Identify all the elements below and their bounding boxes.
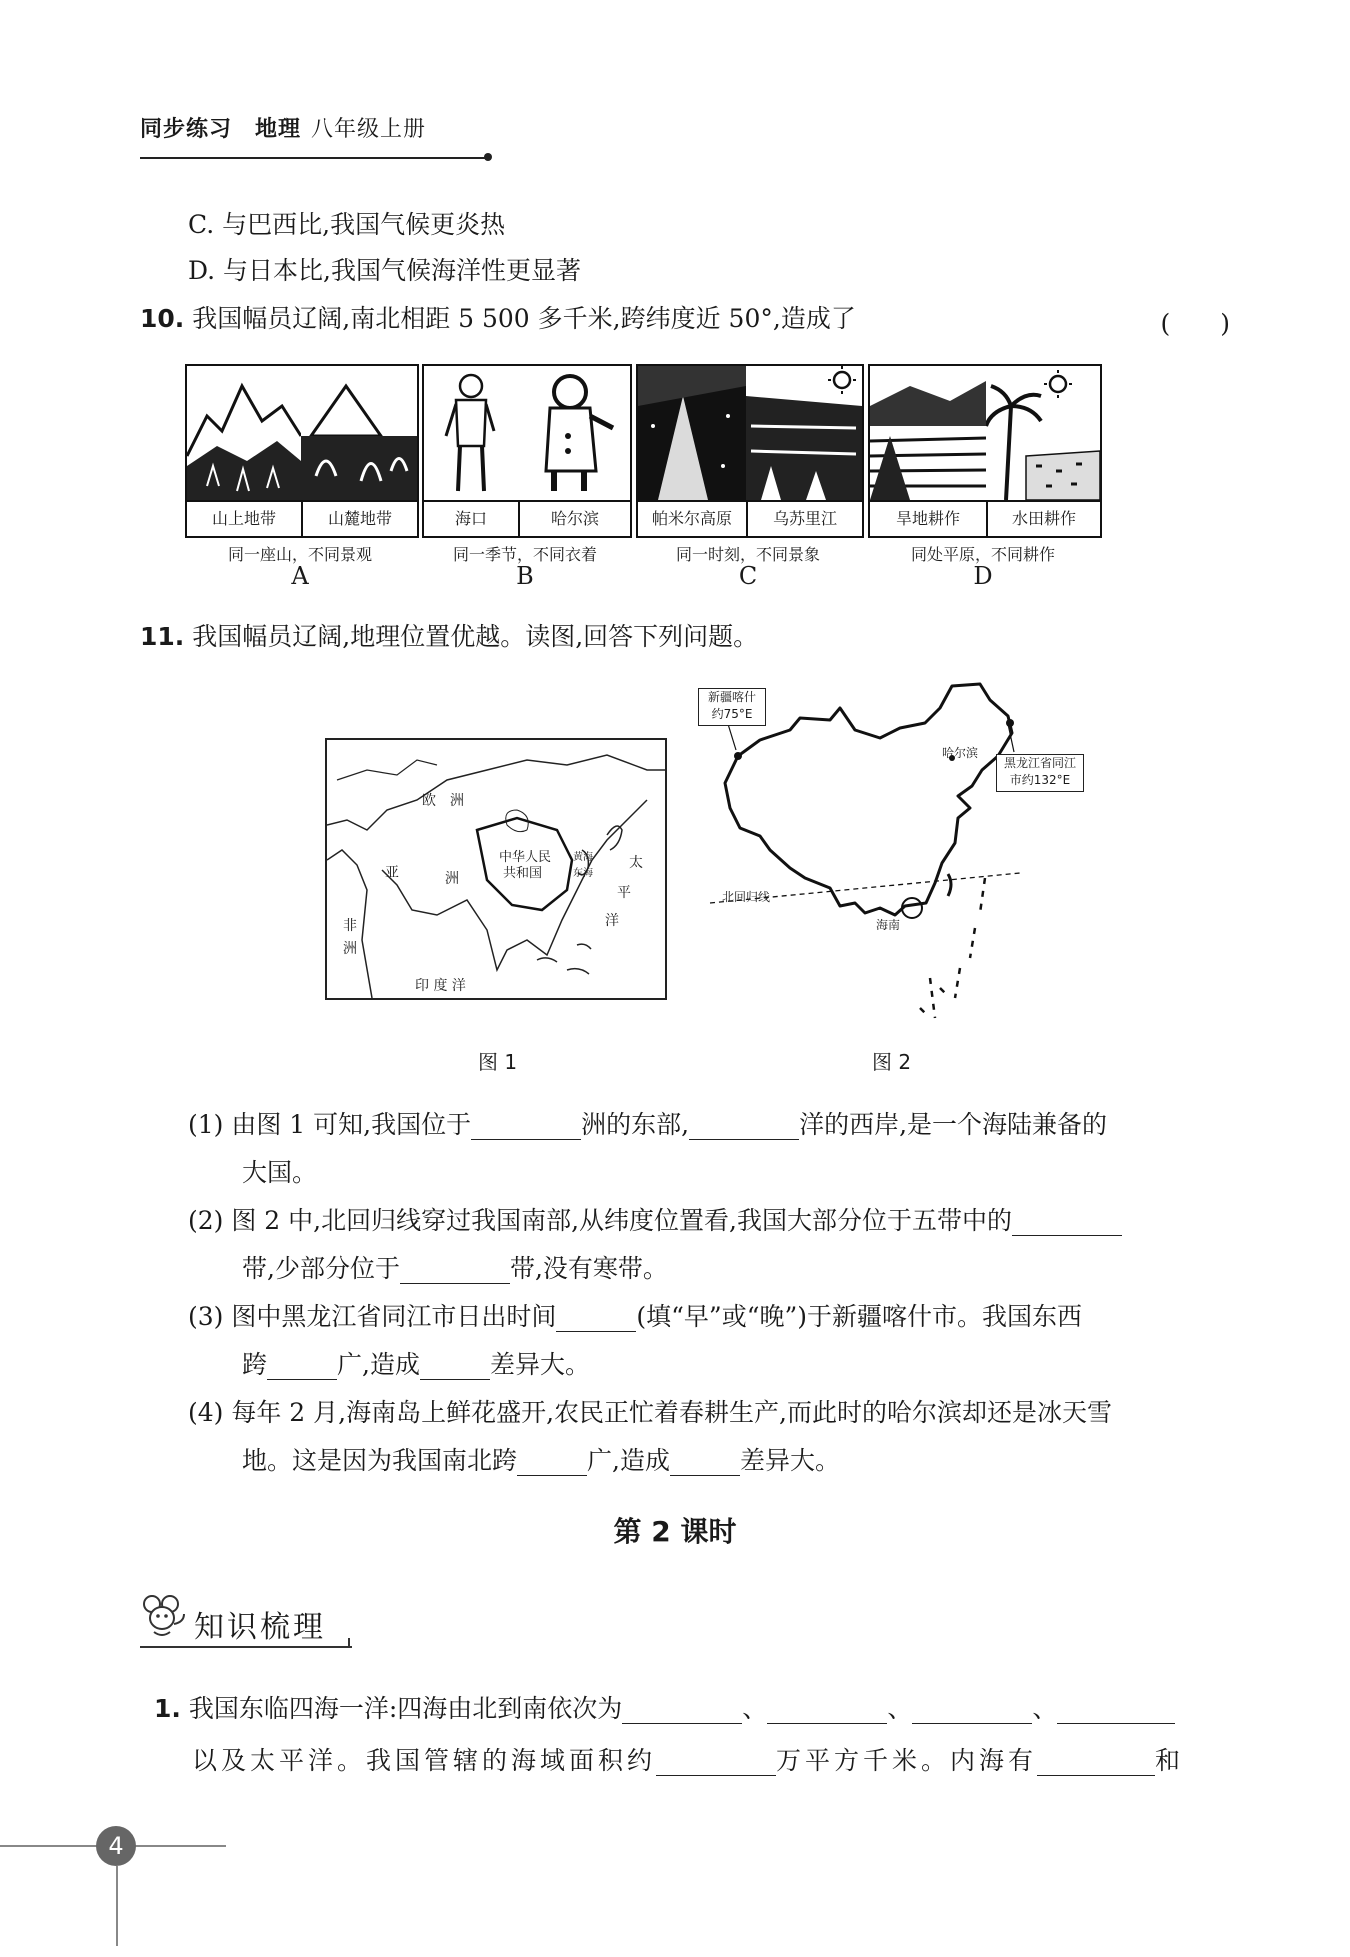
sub-q1-text-b: 洲的东部, [581, 1110, 690, 1139]
separator: 、 [887, 1694, 913, 1723]
dryland-farming-picture [870, 366, 988, 500]
panel-label: 山上地带 [187, 500, 303, 536]
point-text-b: 以及太平洋。我国管辖的海域面积约 [192, 1746, 657, 1775]
sub-q3-text-a: (3) 图中黑龙江省同江市日出时间 [188, 1302, 557, 1331]
answer-blank[interactable] [1037, 1749, 1155, 1776]
sub-q4-text-a: 地。这是因为我国南北跨 [242, 1446, 518, 1475]
subsection-underline-tick [348, 1638, 350, 1648]
harbin-label: 哈尔滨 [942, 746, 979, 760]
answer-blank[interactable] [656, 1749, 776, 1776]
figure-1-asia-map [325, 738, 667, 1000]
sub-question-1-line-2: 大国。 [242, 1158, 318, 1187]
label-asia-1: 亚 [385, 865, 399, 881]
option-b-panel [422, 364, 632, 538]
kashi-callout [698, 688, 766, 726]
sub-q2-text-c: 带,没有寒带。 [509, 1254, 668, 1283]
sub-q3-text-e: 差异大。 [489, 1350, 590, 1379]
header-rule-dot [484, 153, 492, 161]
option-b-letter: B [516, 562, 534, 590]
sub-question-2-line-2 [242, 1254, 668, 1284]
option-a-letter: A [291, 562, 309, 590]
option-b-caption: 同一季节，不同衣着 [452, 545, 597, 564]
label-huanghai: 黄海 [573, 852, 593, 863]
light-clothing-picture [424, 366, 520, 500]
label-donghai: 东海 [573, 868, 593, 879]
winter-clothing-picture [518, 366, 630, 500]
sub-q4-text-c: 差异大。 [739, 1446, 840, 1475]
label-asia-2: 洲 [445, 871, 459, 887]
answer-blank[interactable] [420, 1353, 490, 1380]
sub-question-4: (4) 每年 2 月,海南岛上鲜花盛开,农民正忙着春耕生产,而此时的哈尔滨却还是冰天雪 [188, 1398, 1113, 1427]
answer-blank[interactable] [1057, 1697, 1175, 1724]
option-d: D. 与日本比,我国气候海洋性更显著 [188, 256, 581, 285]
page-number: 4 [96, 1826, 136, 1866]
label-china-2: 共和国 [503, 866, 543, 881]
sub-q3-text-d: 广,造成 [337, 1350, 420, 1379]
tongjiang-longitude: 市约132°E [1009, 773, 1071, 787]
header-title: 同步练习 地理 [140, 117, 302, 142]
question-text: 我国幅员辽阔,南北相距 5 500 多千米,跨纬度近 50°,造成了 [192, 304, 856, 333]
sub-q2-text-a: (2) 图 2 中,北回归线穿过我国南部,从纬度位置看,我国大部分位于五带中的 [188, 1206, 1013, 1235]
mouse-mascot-icon [140, 1594, 186, 1640]
label-pacific-3: 洋 [605, 913, 619, 929]
section-title: 第 2 课时 [613, 1515, 737, 1548]
panel-label: 帕米尔高原 [638, 500, 748, 536]
panel-label: 哈尔滨 [520, 500, 630, 536]
question-number: 11. [140, 622, 185, 651]
sub-question-4-line-2 [242, 1446, 840, 1476]
label-pacific-1: 太 [629, 855, 643, 871]
kashi-longitude: 约75°E [711, 707, 753, 721]
sub-question-1 [188, 1110, 1107, 1140]
answer-blank[interactable] [670, 1449, 740, 1476]
panel-label: 旱地耕作 [870, 500, 988, 536]
label-africa-2: 洲 [343, 941, 357, 957]
option-c-panel [636, 364, 864, 538]
wusuli-river-picture [746, 366, 862, 500]
label-europe: 欧 洲 [422, 793, 464, 809]
sub-q4-text-b: 广,造成 [587, 1446, 670, 1475]
label-china-1: 中华人民 [499, 850, 552, 865]
sub-q3-text-c: 跨 [242, 1350, 268, 1379]
sub-q1-text-a: (1) 由图 1 可知,我国位于 [188, 1110, 472, 1139]
mountain-foot-picture [301, 366, 417, 500]
header-rule [140, 157, 488, 159]
answer-blank[interactable] [1012, 1209, 1122, 1236]
panel-label: 乌苏里江 [748, 500, 862, 536]
point-number: 1. [154, 1694, 181, 1723]
sub-question-3 [188, 1302, 1082, 1332]
answer-blank[interactable] [517, 1449, 587, 1476]
tongjiang-callout [996, 754, 1084, 792]
answer-parentheses: ( ) [1160, 309, 1230, 338]
sub-question-3-line-2 [242, 1350, 590, 1380]
figure-1-caption: 图 1 [478, 1050, 518, 1074]
separator: 、 [742, 1694, 768, 1723]
sub-q2-text-b: 带,少部分位于 [242, 1254, 400, 1283]
tongjiang-label: 黑龙江省同江 [1003, 756, 1076, 770]
mountain-top-picture [187, 366, 303, 500]
option-d-panel [868, 364, 1102, 538]
tropic-label: 北回归线 [722, 890, 771, 904]
knowledge-point-1 [154, 1694, 1175, 1724]
subsection-underline [140, 1646, 352, 1648]
question-11 [140, 622, 758, 652]
answer-blank[interactable] [400, 1257, 510, 1284]
point-text-c: 万平方千米。内海有 [776, 1746, 1038, 1775]
subsection-title: 知识梳理 [194, 1610, 326, 1645]
option-d-letter: D [973, 562, 993, 590]
answer-blank[interactable] [471, 1113, 581, 1140]
option-c: C. 与巴西比,我国气候更炎热 [188, 210, 506, 239]
kashi-label: 新疆喀什 [707, 690, 756, 704]
answer-blank[interactable] [689, 1113, 799, 1140]
panel-label: 水田耕作 [988, 500, 1100, 536]
label-indian-ocean: 印 度 洋 [415, 978, 466, 994]
label-pacific-2: 平 [617, 885, 631, 901]
answer-blank[interactable] [556, 1305, 636, 1332]
figure-2-china-map [690, 678, 1076, 1038]
panel-label: 山麓地带 [303, 500, 417, 536]
option-c-caption: 同一时刻，不同景象 [675, 545, 820, 564]
sub-question-2 [188, 1206, 1122, 1236]
hainan-label: 海南 [876, 918, 901, 932]
answer-blank[interactable] [767, 1697, 887, 1724]
answer-blank[interactable] [622, 1697, 742, 1724]
answer-blank[interactable] [912, 1697, 1032, 1724]
knowledge-point-1-line-2 [192, 1746, 1184, 1776]
option-a-panel [185, 364, 419, 538]
sub-q3-text-b: (填“早”或“晚”)于新疆喀什市。我国东西 [636, 1302, 1083, 1331]
option-c-letter: C [738, 562, 758, 590]
figure-2-caption: 图 2 [872, 1050, 912, 1074]
question-10 [140, 304, 856, 334]
question-number: 10. [140, 304, 185, 333]
option-a-caption: 同一座山，不同景观 [227, 545, 372, 564]
point-text-d: 和 [1155, 1746, 1185, 1775]
paddy-farming-picture [986, 366, 1100, 500]
pamir-plateau-picture [638, 366, 748, 500]
option-d-caption: 同处平原，不同耕作 [910, 545, 1055, 564]
running-header [140, 112, 426, 143]
label-africa-1: 非 [343, 918, 357, 934]
separator: 、 [1032, 1694, 1058, 1723]
sub-q1-text-c: 洋的西岸,是一个海陆兼备的 [799, 1110, 1108, 1139]
answer-blank[interactable] [267, 1353, 337, 1380]
point-text-a: 我国东临四海一洋:四海由北到南依次为 [188, 1694, 623, 1723]
question-text: 我国幅员辽阔,地理位置优越。读图,回答下列问题。 [192, 622, 759, 651]
panel-label: 海口 [424, 500, 520, 536]
header-subtitle: 八年级上册 [311, 117, 427, 142]
footer-vertical-rule [116, 1866, 118, 1946]
